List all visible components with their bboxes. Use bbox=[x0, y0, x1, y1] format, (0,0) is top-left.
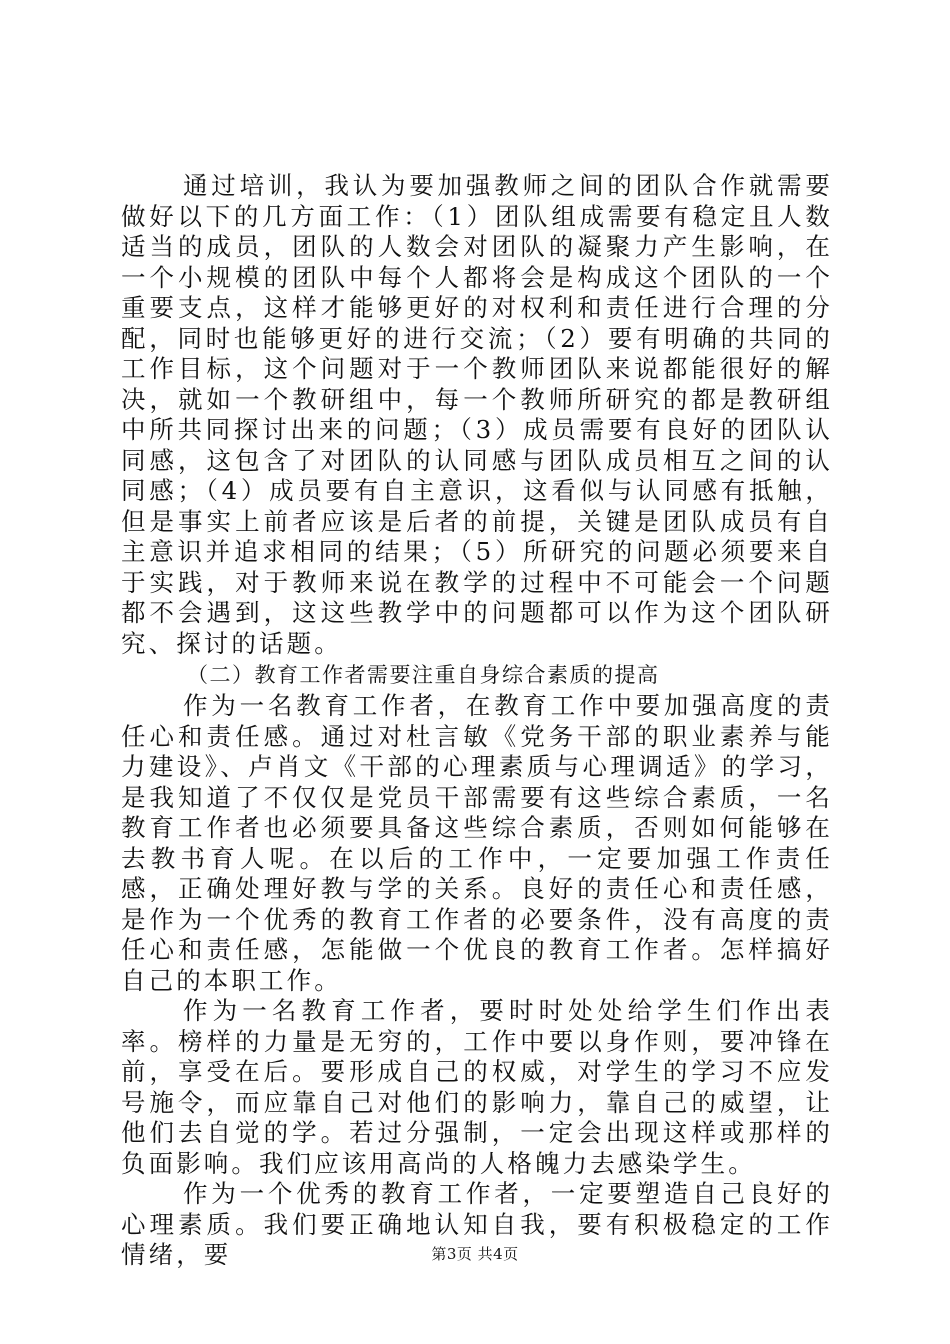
document-body bbox=[121, 171, 833, 1271]
paragraph-role-model: 作为一名教育工作者，要时时处处给学生们作出表率。榜样的力量是无穷的，工作中要以身作则，要冲锋在前，享受在后。要形成自己的权威，对学生的学习不应发号施令，而应靠自己对他们的影响力，靠自己的威望，让他们去自觉的学。若过分强制，一定会出现这样或那样的负面影响。我们应该用高尚的人格魄力去感染学生。 bbox=[121, 996, 833, 1178]
page-footer: 第3页 共4页 bbox=[431, 1245, 519, 1263]
section-heading: （二）教育工作者需要注重自身综合素质的提高 bbox=[187, 663, 660, 687]
paragraph-responsibility: 作为一名教育工作者，在教育工作中要加强高度的责任心和责任感。通过对杜言敏《党务干部的职业素养与能力建设》、卢肖文《干部的心理素质与心理调适》的学习，是我知道了不仅仅是党员干部需要有这些综合素质，一名教育工作者也必须要具备这些综合素质，否则如何能够在去教书育人呢。在以后的工作中，一定要加强工作责任感，正确处理好教与学的关系。良好的责任心和责任感，是作为一个优秀的教育工作者的必要条件，没有高度的责任心和责任感，怎能做一个优良的教育工作者。怎样搞好自己的本职工作。 bbox=[121, 691, 833, 995]
paragraph-psychological-quality: 作为一个优秀的教育工作者，一定要塑造自己良好的心理素质。我们要正确地认知自我，要有积极稳定的工作情绪，要 bbox=[121, 1179, 833, 1269]
paragraph-team-cooperation: 通过培训，我认为要加强教师之间的团队合作就需要做好以下的几方面工作：（1）团队组成需要有稳定且人数适当的成员，团队的人数会对团队的凝聚力产生影响，在一个小规模的团队中每个人都将会是构成这个团队的一个重要支点，这样才能够更好的对权利和责任进行合理的分配，同时也能够更好的进行交流；（2）要有明确的共同的工作目标，这个问题对于一个教师团队来说都能很好的解决，就如一个教研组中，每一个教师所研究的都是教研组中所共同探讨出来的问题；（3）成员需要有良好的团队认同感，这包含了对团队的认同感与团队成员相互之间的认同感；（4）成员要有自主意识，这看似与认同感有抵触，但是事实上前者应该是后者的前提，关键是团队成员有自主意识并追求相同的结果；（5）所研究的问题必须要来自于实践，对于教师来说在教学的过程中不可能会一个问题都不会遇到，这这些教学中的问题都可以作为这个团队研究、探讨的话题。 bbox=[121, 171, 833, 658]
